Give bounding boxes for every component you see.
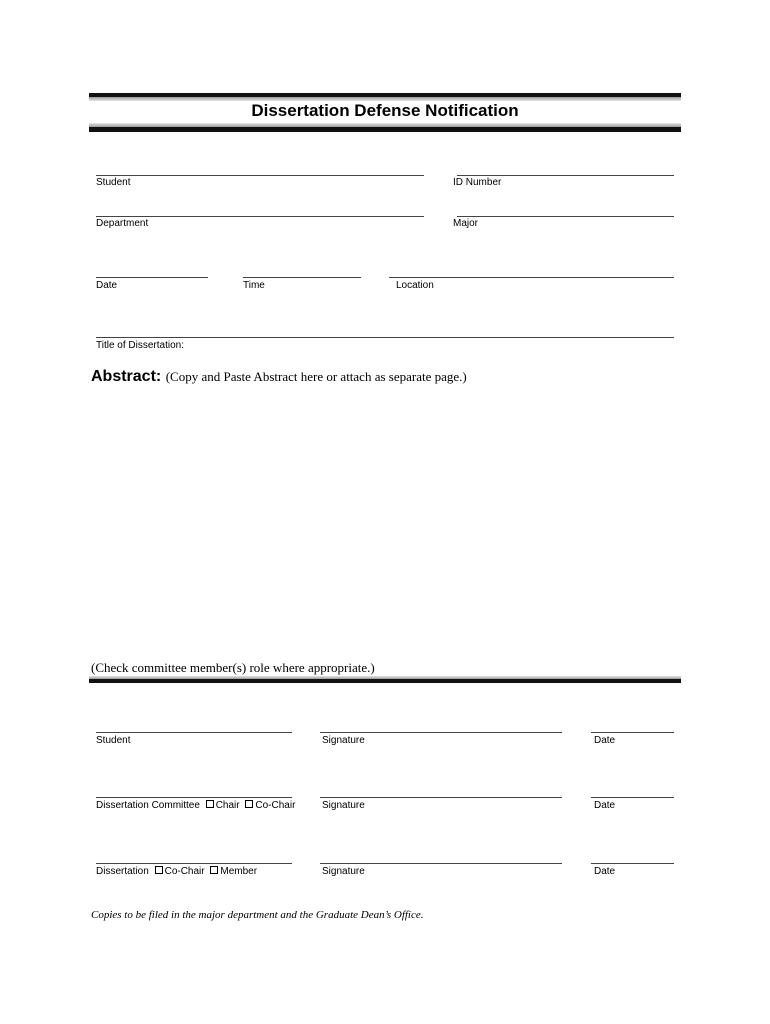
row1-name-line bbox=[96, 732, 292, 733]
row2-signature-line bbox=[320, 797, 562, 798]
dissertation-title-label: Title of Dissertation: bbox=[96, 340, 184, 351]
row3-date-input[interactable] bbox=[591, 848, 674, 862]
row2-date-input[interactable] bbox=[591, 782, 674, 796]
committee-rule-thick bbox=[89, 679, 681, 683]
row2-date-label: Date bbox=[594, 800, 616, 811]
row2-chair-label: Chair bbox=[215, 800, 240, 811]
time-input[interactable] bbox=[243, 262, 361, 276]
abstract-note: (Copy and Paste Abstract here or attach as separate page.) bbox=[165, 369, 467, 384]
row2-role-label bbox=[96, 800, 295, 811]
row2-signature-input[interactable] bbox=[320, 782, 562, 796]
row1-signature-label: Signature bbox=[322, 735, 365, 746]
row3-dissertation-label: Dissertation bbox=[96, 866, 149, 877]
row1-date-label: Date bbox=[594, 735, 616, 746]
department-label: Department bbox=[96, 218, 149, 229]
dissertation-title-input[interactable] bbox=[96, 322, 674, 336]
row1-signature-input[interactable] bbox=[320, 717, 562, 731]
header-rule-bottom-thick bbox=[89, 127, 681, 132]
row3-signature-label: Signature bbox=[322, 866, 365, 877]
location-input[interactable] bbox=[389, 262, 674, 276]
department-line bbox=[96, 216, 424, 217]
date-line bbox=[96, 277, 208, 278]
location-line bbox=[389, 277, 674, 278]
time-label: Time bbox=[243, 280, 265, 291]
form-title: Dissertation Defense Notification bbox=[251, 101, 519, 120]
date-label: Date bbox=[96, 280, 118, 291]
row2-chair-checkbox[interactable] bbox=[206, 800, 214, 808]
row3-name-line bbox=[96, 863, 292, 864]
major-input[interactable] bbox=[457, 201, 674, 215]
department-input[interactable] bbox=[96, 201, 424, 215]
row2-date-line bbox=[591, 797, 674, 798]
id-number-line bbox=[457, 175, 674, 176]
abstract-textarea[interactable] bbox=[91, 395, 683, 654]
time-line bbox=[243, 277, 361, 278]
row3-name-input[interactable] bbox=[96, 848, 292, 862]
row1-date-line bbox=[591, 732, 674, 733]
row1-student-label: Student bbox=[96, 735, 131, 746]
row2-cochair-label: Co-Chair bbox=[255, 800, 296, 811]
major-line bbox=[457, 216, 674, 217]
row3-date-line bbox=[591, 863, 674, 864]
id-number-input[interactable] bbox=[457, 160, 674, 174]
row3-member-label: Member bbox=[220, 866, 258, 877]
abstract-label: Abstract: bbox=[91, 368, 162, 385]
row1-date-input[interactable] bbox=[591, 717, 674, 731]
abstract-heading bbox=[91, 368, 467, 386]
footer-note: Copies to be filed in the major department and the Graduate Dean’s Office. bbox=[91, 909, 424, 921]
row3-role-label bbox=[96, 866, 257, 877]
row2-name-input[interactable] bbox=[96, 782, 292, 796]
student-name-line bbox=[96, 175, 424, 176]
row3-cochair-label: Co-Chair bbox=[164, 866, 205, 877]
row1-name-input[interactable] bbox=[96, 717, 292, 731]
location-label: Location bbox=[396, 280, 434, 291]
row2-committee-label: Dissertation Committee bbox=[96, 800, 200, 811]
date-input[interactable] bbox=[96, 262, 208, 276]
student-name-input[interactable] bbox=[96, 160, 424, 174]
row3-cochair-checkbox[interactable] bbox=[155, 866, 163, 874]
id-number-label: ID Number bbox=[453, 177, 502, 188]
major-label: Major bbox=[453, 218, 479, 229]
row2-signature-label: Signature bbox=[322, 800, 365, 811]
student-label: Student bbox=[96, 177, 131, 188]
row2-cochair-checkbox[interactable] bbox=[245, 800, 253, 808]
row2-name-line bbox=[96, 797, 292, 798]
row1-signature-line bbox=[320, 732, 562, 733]
dissertation-title-line bbox=[96, 337, 674, 338]
row3-date-label: Date bbox=[594, 866, 616, 877]
row3-member-checkbox[interactable] bbox=[210, 866, 218, 874]
row3-signature-line bbox=[320, 863, 562, 864]
committee-note: (Check committee member(s) role where appropriate.) bbox=[91, 660, 375, 675]
row3-signature-input[interactable] bbox=[320, 848, 562, 862]
